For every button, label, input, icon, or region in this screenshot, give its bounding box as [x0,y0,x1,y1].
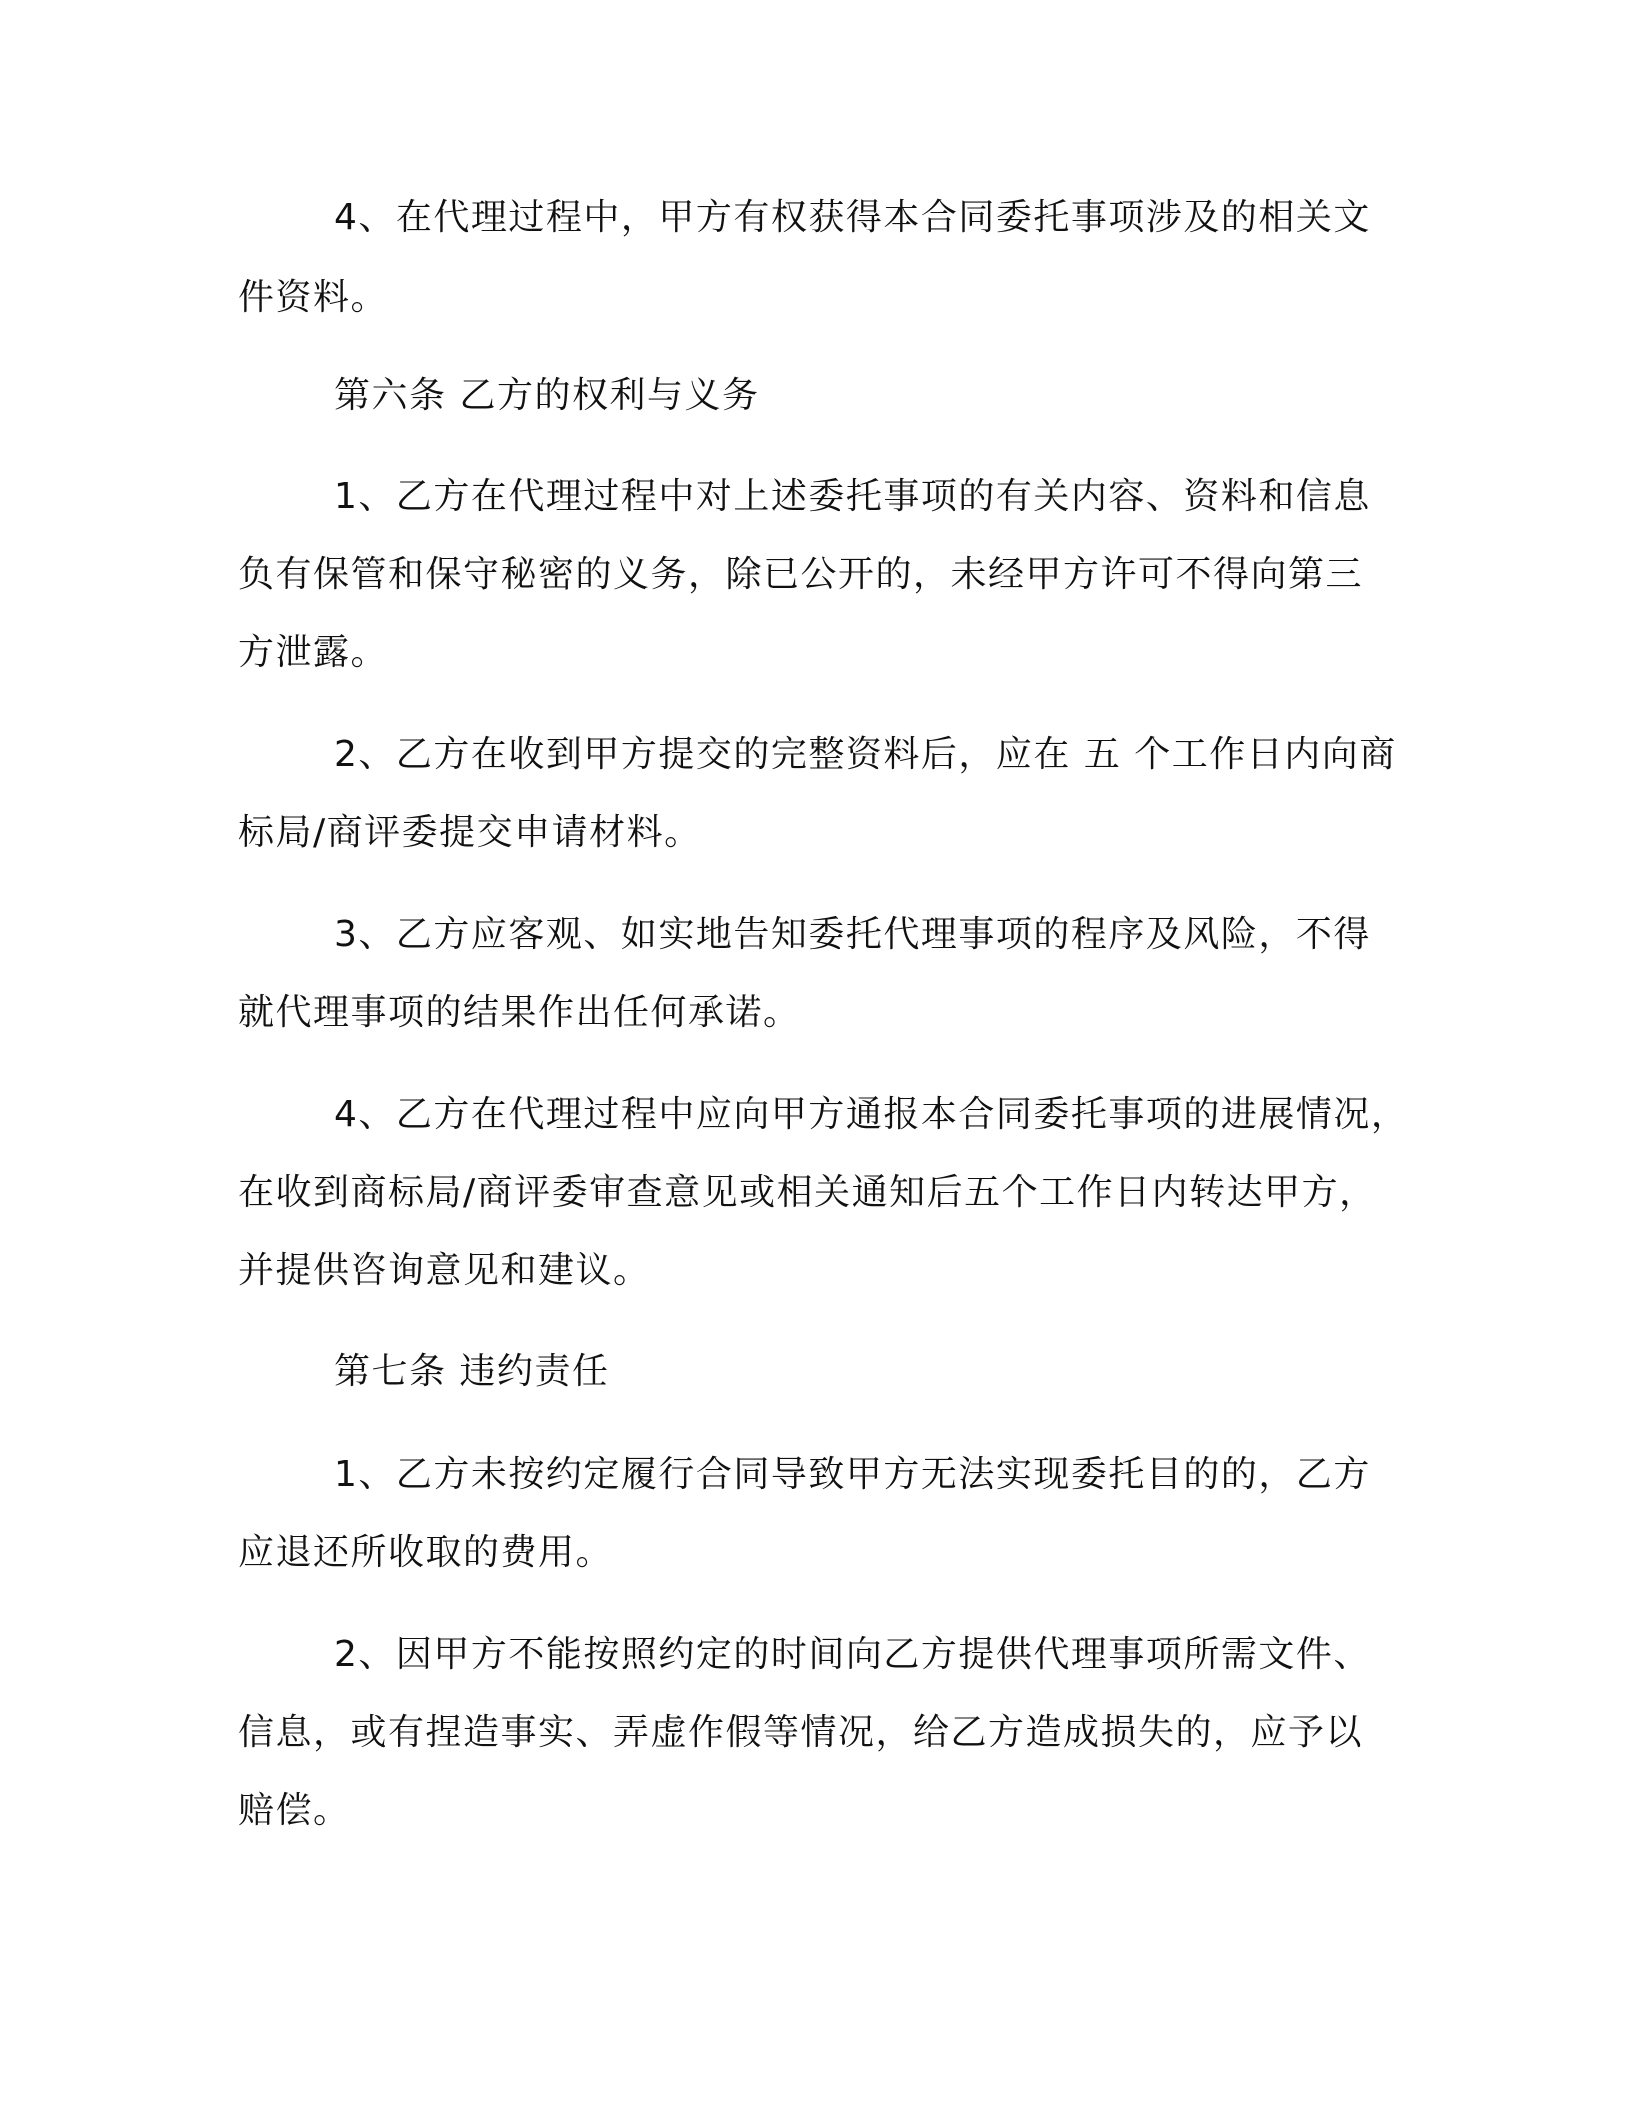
section-heading-7: 第七条 违约责任 [334,1351,610,1392]
section-heading-6: 第六条 乙方的权利与义务 [334,375,760,416]
paragraph-line: 件资料。 [238,277,389,318]
paragraph-line: 4、乙方在代理过程中应向甲方通报本合同委托事项的进展情况， [334,1094,1409,1135]
paragraph-line: 并提供咨询意见和建议。 [238,1250,651,1291]
paragraph-line: 方泄露。 [238,632,389,673]
paragraph-line: 1、乙方在代理过程中对上述委托事项的有关内容、资料和信息 [334,476,1371,517]
paragraph-line: 就代理事项的结果作出任何承诺。 [238,992,801,1033]
paragraph-line: 2、乙方在收到甲方提交的完整资料后，应在 五 个工作日内向商 [334,734,1397,775]
paragraph-line: 赔偿。 [238,1790,351,1831]
paragraph-line: 2、因甲方不能按照约定的时间向乙方提供代理事项所需文件、 [334,1634,1371,1675]
paragraph-line: 1、乙方未按约定履行合同导致甲方无法实现委托目的的，乙方 [334,1454,1371,1495]
paragraph-line: 信息，或有捏造事实、弄虚作假等情况，给乙方造成损失的，应予以 [238,1712,1364,1753]
paragraph-line: 3、乙方应客观、如实地告知委托代理事项的程序及风险，不得 [334,914,1371,955]
paragraph-line: 应退还所收取的费用。 [238,1532,614,1573]
paragraph-line: 标局/商评委提交申请材料。 [238,812,702,853]
paragraph-line: 负有保管和保守秘密的义务，除已公开的，未经甲方许可不得向第三 [238,554,1364,595]
paragraph-line: 在收到商标局/商评委审查意见或相关通知后五个工作日内转达甲方， [238,1172,1377,1213]
paragraph-line: 4、在代理过程中，甲方有权获得本合同委托事项涉及的相关文 [334,197,1371,238]
